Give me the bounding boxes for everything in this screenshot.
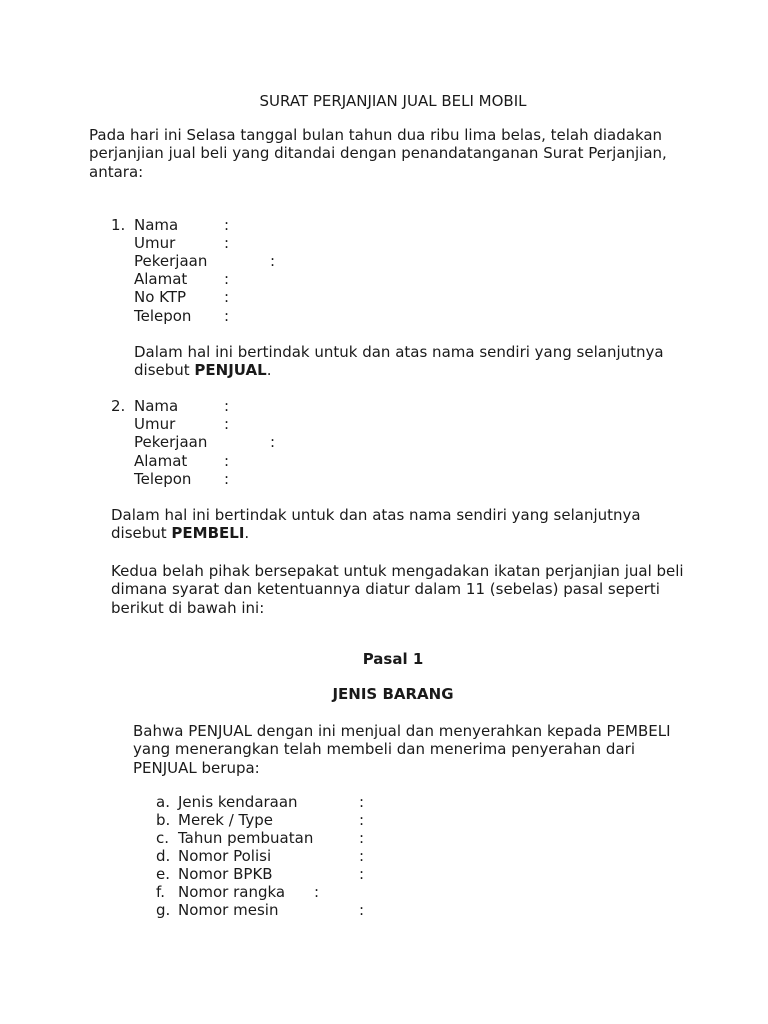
item-colon: : <box>359 847 365 865</box>
field-colon: : <box>224 288 230 306</box>
intro-line: antara: <box>89 162 144 181</box>
field-label: Nama <box>134 216 179 234</box>
description-line <box>134 361 664 379</box>
item-colon: : <box>359 811 365 829</box>
field-colon: : <box>224 234 230 252</box>
body-line: PENJUAL berupa: <box>133 758 260 777</box>
field-colon: : <box>224 270 230 288</box>
party-1-number: 1. <box>111 216 126 234</box>
field-label: Pekerjaan <box>134 433 208 451</box>
list-item <box>156 865 416 883</box>
item-label: Jenis kendaraan <box>178 793 298 811</box>
agreement-line: berikut di bawah ini: <box>111 598 265 617</box>
pasal-1-heading: Pasal 1 <box>362 650 424 668</box>
field-colon: : <box>224 216 230 234</box>
party-1-field-pekerjaan <box>111 252 411 270</box>
field-label: Pekerjaan <box>134 252 208 270</box>
description-text: . <box>244 524 250 543</box>
field-colon: : <box>224 452 230 470</box>
field-label: Nama <box>134 397 179 415</box>
item-colon: : <box>359 901 365 919</box>
item-label: Merek / Type <box>178 811 273 829</box>
body-line: yang menerangkan telah membeli dan menerima penyerahan dari <box>133 740 635 759</box>
field-colon: : <box>224 397 230 415</box>
list-item <box>156 829 416 847</box>
field-colon: : <box>270 433 276 451</box>
agreement-line: dimana syarat dan ketentuannya diatur dalam 11 (sebelas) pasal seperti <box>111 580 660 599</box>
intro-line: perjanjian jual beli yang ditandai dengan penandatanganan Surat Perjanjian, <box>89 144 667 163</box>
item-marker: c. <box>156 829 170 847</box>
body-line: Bahwa PENJUAL dengan ini menjual dan menyerahkan kepada PEMBELI <box>133 722 671 740</box>
agreement-line: Kedua belah pihak bersepakat untuk mengadakan ikatan perjanjian jual beli <box>111 562 684 580</box>
pasal-1-subheading: JENIS BARANG <box>332 685 454 703</box>
item-marker: b. <box>156 811 171 829</box>
field-label: Alamat <box>134 452 188 470</box>
party-1-field-ktp <box>111 288 411 306</box>
field-colon: : <box>224 415 230 433</box>
party-2-field-telepon <box>111 470 411 488</box>
description-text: disebut <box>134 361 195 380</box>
party-2-field-alamat <box>111 452 411 470</box>
party-2-field-umur <box>111 415 411 433</box>
item-label: Nomor Polisi <box>178 847 272 865</box>
list-item <box>156 793 416 811</box>
item-marker: f. <box>156 883 165 901</box>
list-item <box>156 883 416 901</box>
role-pembeli: PEMBELI <box>171 524 245 543</box>
field-label: Umur <box>134 234 176 252</box>
item-label: Nomor mesin <box>178 901 279 919</box>
list-item <box>156 811 416 829</box>
item-colon: : <box>359 829 365 847</box>
party-2-field-pekerjaan <box>111 433 411 451</box>
agreement-paragraph <box>111 562 684 617</box>
field-label: No KTP <box>134 288 187 306</box>
field-colon: : <box>270 252 276 270</box>
party-2-number: 2. <box>111 397 126 415</box>
description-line: Dalam hal ini bertindak untuk dan atas nama sendiri yang selanjutnya <box>134 343 664 361</box>
field-label: Telepon <box>134 470 192 488</box>
list-item <box>156 901 416 919</box>
description-line: Dalam hal ini bertindak untuk dan atas nama sendiri yang selanjutnya <box>111 506 641 524</box>
item-marker: d. <box>156 847 171 865</box>
description-line <box>111 524 641 542</box>
pasal-1-body <box>133 722 671 777</box>
field-label: Telepon <box>134 307 192 325</box>
party-1-description <box>134 343 664 380</box>
field-colon: : <box>224 307 230 325</box>
item-marker: g. <box>156 901 171 919</box>
intro-line: Pada hari ini Selasa tanggal bulan tahun dua ribu lima belas, telah diadakan <box>89 126 663 144</box>
party-1-field-alamat <box>111 270 411 288</box>
item-label: Tahun pembuatan <box>178 829 314 847</box>
party-1-field-umur <box>111 234 411 252</box>
intro-paragraph <box>89 126 667 181</box>
description-text: disebut <box>111 524 172 543</box>
party-2-description <box>111 506 641 543</box>
description-text: . <box>266 361 272 380</box>
item-marker: a. <box>156 793 170 811</box>
item-colon: : <box>359 793 365 811</box>
item-marker: e. <box>156 865 170 883</box>
field-colon: : <box>224 470 230 488</box>
role-penjual: PENJUAL <box>194 361 267 380</box>
field-label: Alamat <box>134 270 188 288</box>
item-label: Nomor rangka <box>178 883 286 901</box>
list-item <box>156 847 416 865</box>
party-1-field-nama <box>111 216 411 234</box>
item-label: Nomor BPKB <box>178 865 273 883</box>
party-2-field-nama <box>111 397 411 415</box>
item-colon: : <box>314 883 320 901</box>
party-1-field-telepon <box>111 307 411 325</box>
document-title: SURAT PERJANJIAN JUAL BELI MOBIL <box>259 92 527 110</box>
field-label: Umur <box>134 415 176 433</box>
item-colon: : <box>359 865 365 883</box>
